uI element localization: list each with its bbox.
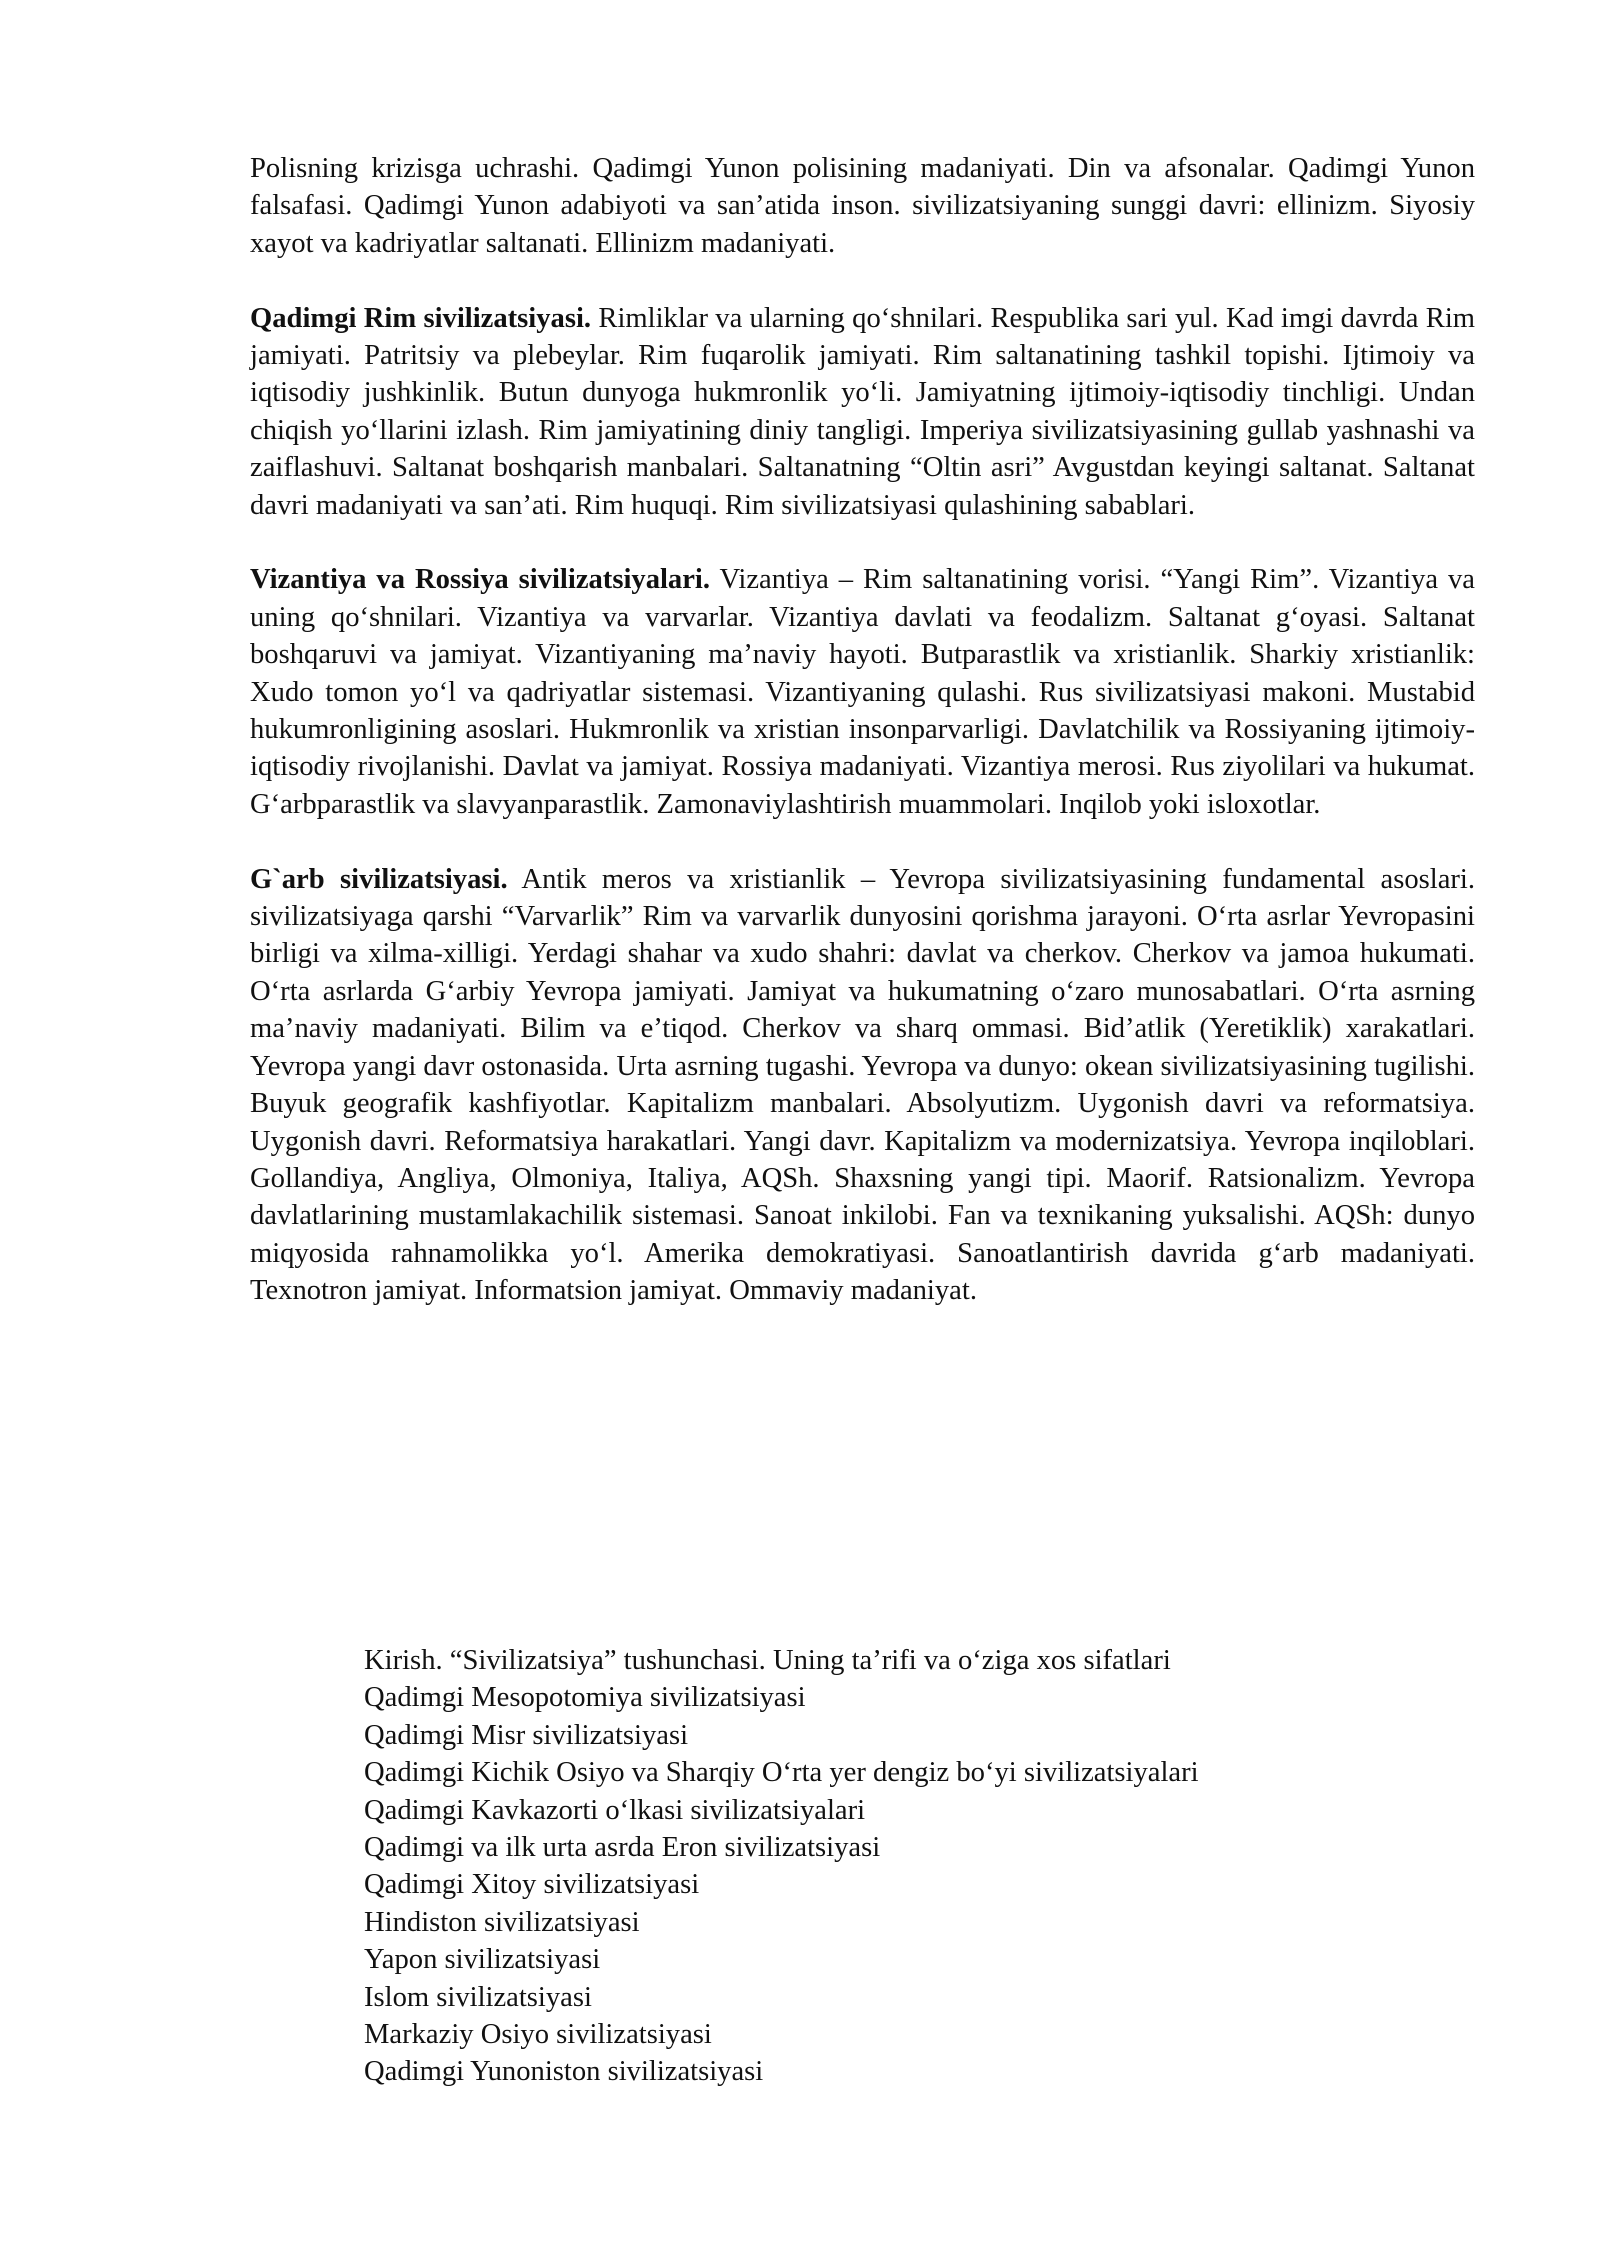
- paragraph-text: Vizantiya – Rim saltanatining vorisi. “Yangi Rim”. Vizantiya va uning qo‘shnilari. Vizantiya va varvarlar. Vizantiya davlati va feodalizm. Saltanat g‘oyasi. Saltanat boshqaruvi va jamiyat. Vizantiyaning ma’naviy hayoti. Butparastlik va xristianlik. Sharkiy xristianlik: Xudo tomon yo‘l va qadriyatlar sistemasi. Vizantiyaning qulashi. Rus sivilizatsiyasi makoni. Mustabid hukumronligining asoslari. Hukmronlik va xristian insonparvarligi. Davlatchilik va Rossiyaning ijtimoiy-iqtisodiy rivojlanishi. Davlat va jamiyat. Rossiya madaniyati. Vizantiya merosi. Rus ziyolilari va hukumat. G‘arbparastlik va slavyanparastlik. Zamonaviylashtirish muammolari. Inqilob yoki isloxotlar.: [250, 564, 1475, 820]
- topic-list: [364, 1642, 1464, 2091]
- topic-item: Kirish. “Sivilizatsiya” tushunchasi. Uning ta’rifi va o‘ziga xos sifatlari: [364, 1645, 1171, 1676]
- topic-item: Qadimgi Xitoy sivilizatsiyasi: [364, 1869, 700, 1901]
- section-heading-west: G`arb sivilizatsiyasi.: [250, 863, 508, 895]
- paragraph-text: Polisning krizisga uchrashi. Qadimgi Yunon polisining madaniyati. Din va afsonalar. Qadimgi Yunon falsafasi. Qadimgi Yunon adabiyoti va san’atida inson. sivilizatsiyaning sunggi davri: ellinizm. Siyosiy xayot va kadriyatlar saltanati. Ellinizm madaniyati.: [250, 153, 1475, 259]
- topic-item: Markaziy Osiyo sivilizatsiyasi: [364, 2019, 712, 2051]
- paragraph-greek-continuation: [250, 150, 1475, 262]
- topic-item: Qadimgi va ilk urta asrda Eron sivilizatsiyasi: [364, 1832, 881, 1864]
- section-heading-byzantium-russia: Vizantiya va Rossiya sivilizatsiyalari.: [250, 564, 711, 596]
- topic-item: Hindiston sivilizatsiyasi: [364, 1906, 640, 1938]
- paragraph-text: Antik meros va xristianlik – Yevropa sivilizatsiyasining fundamental asoslari. sivilizatsiyaga qarshi “Varvarlik” Rim va varvarlik dunyosini qorishma jarayoni. O‘rta asrlar Yevropasini birligi va xilma-xilligi. Yerdagi shahar va xudo shahri: davlat va cherkov. Cherkov va jamoa hukumati. O‘rta asrlarda G‘arbiy Yevropa jamiyati. Jamiyat va hukumatning o‘zaro munosabatlari. O‘rta asrning ma’naviy madaniyati. Bilim va e’tiqod. Cherkov va sharq ommasi. Bid’atlik (Yeretiklik) xarakatlari. Yevropa yangi davr ostonasida. Urta asrning tugashi. Yevropa va dunyo: okean sivilizatsiyasining tugilishi. Buyuk geografik kashfiyotlar. Kapitalizm manbalari. Absolyutizm. Uygonish davri va reformatsiya. Uygonish davri. Reformatsiya harakatlari. Yangi davr. Kapitalizm va modernizatsiya. Yevropa inqiloblari. Gollandiya, Angliya, Olmoniya, Italiya, AQSh. Shaxsning yangi tipi. Maorif. Ratsionalizm. Yevropa davlatlarining mustamlakachilik sistemasi. Sanoat inkilobi. Fan va texnikaning yuksalishi. AQSh: dunyo miqyosida rahnamolikka yo‘l. Amerika demokratiyasi. Sanoatlantirish davrida g‘arb madaniyati. Texnotron jamiyat. Informatsion jamiyat. Ommaviy madaniyat.: [250, 863, 1476, 1307]
- topic-item: Qadimgi Kichik Osiyo va Sharqiy O‘rta yer dengiz bo‘yi sivilizatsiyalari: [364, 1757, 1199, 1789]
- topic-item: Qadimgi Mesopotomiya sivilizatsiyasi: [364, 1682, 806, 1714]
- section-heading-rome: Qadimgi Rim sivilizatsiyasi.: [250, 302, 592, 334]
- body-text: [250, 150, 1475, 1347]
- paragraph-rome: [250, 300, 1475, 524]
- topic-item: Qadimgi Kavkazorti o‘lkasi sivilizatsiyalari: [364, 1794, 866, 1826]
- topic-item: Islom sivilizatsiyasi: [364, 1981, 592, 2013]
- topic-item: Qadimgi Misr sivilizatsiyasi: [364, 1719, 689, 1751]
- paragraph-byzantium-russia: [250, 561, 1475, 823]
- paragraph-west: [250, 861, 1475, 1310]
- topic-item: Yapon sivilizatsiyasi: [364, 1944, 601, 1976]
- paragraph-text: Rimliklar va ularning qo‘shnilari. Respublika sari yul. Kad imgi davrda Rim jamiyati. Patritsiy va plebeylar. Rim fuqarolik jamiyati. Rim saltanatining tashkil topishi. Ijtimoiy va iqtisodiy jushkinlik. Butun dunyoga hukmronlik yo‘li. Jamiyatning ijtimoiy-iqtisodiy tinchligi. Undan chiqish yo‘llarini izlash. Rim jamiyatining diniy tangligi. Imperiya sivilizatsiyasining gullab yashnashi va zaiflashuvi. Saltanat boshqarish manbalari. Saltanatning “Oltin asri” Avgustdan keyingi saltanat. Saltanat davri madaniyati va san’ati. Rim huquqi. Rim sivilizatsiyasi qulashining sabablari.: [250, 302, 1476, 521]
- topic-item: Qadimgi Yunoniston sivilizatsiyasi: [364, 2056, 764, 2088]
